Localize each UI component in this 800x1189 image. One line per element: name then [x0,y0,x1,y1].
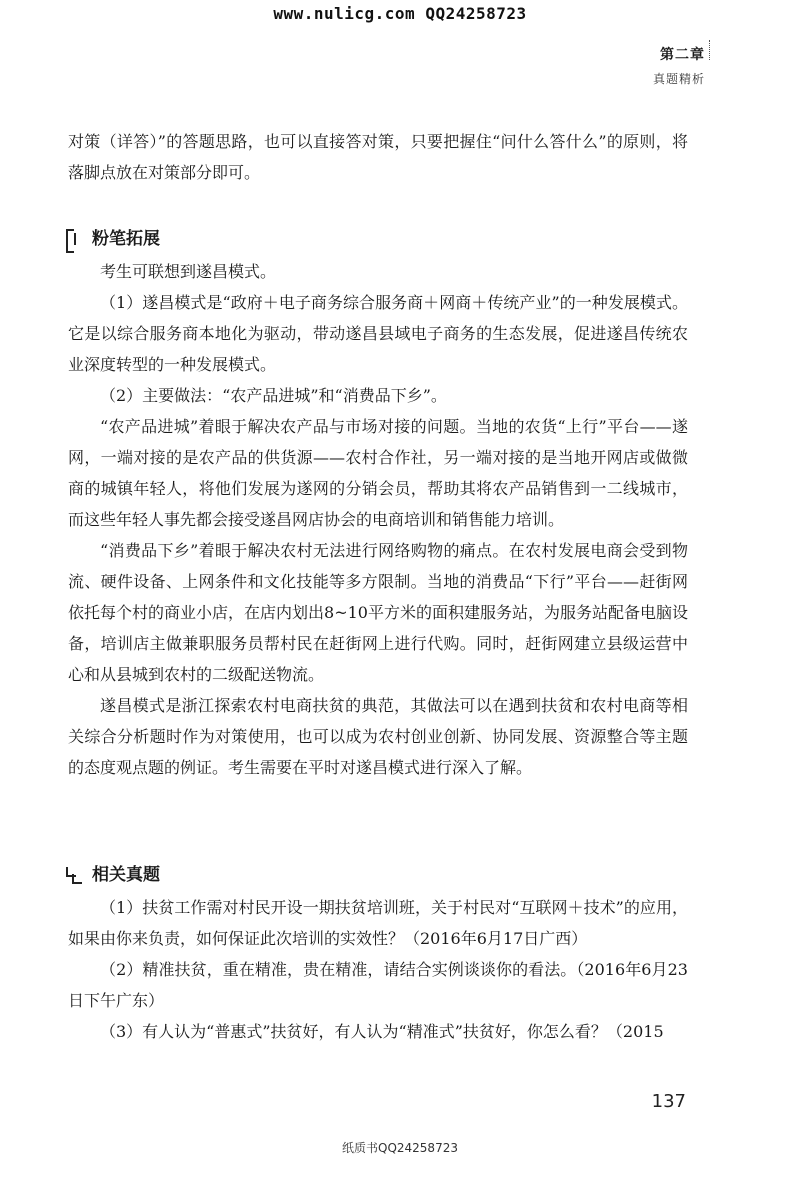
question-item: （3）有人认为“普惠式”扶贫好，有人认为“精准式”扶贫好，你怎么看？（2015 [100,1022,664,1041]
intro-paragraph: 对策（详答）”的答题思路，也可以直接答对策，只要把握住“问什么答什么”的原则，将落脚点放在对策部分即可。 [68,132,688,182]
section-bracket-icon [64,228,82,250]
paragraph: 遂昌模式是浙江探索农村电商扶贫的典范，其做法可以在遇到扶贫和农村电商等相关综合分析题时作为对策使用，也可以成为农村创业创新、协同发展、资源整合等主题的态度观点题的例证。考生需要在平时对遂昌模式进行深入了解。 [68,696,688,777]
chapter-header [653,44,705,87]
question-item: （1）扶贫工作需对村民开设一期扶贫培训班，关于村民对“互联网＋技术”的应用，如果由你来负责，如何保证此次培训的实效性？（2016年6月17日广西） [68,898,688,948]
page-footer: 纸质书QQ24258723 [342,1141,458,1155]
paragraph: “消费品下乡”着眼于解决农村无法进行网络购物的痛点。在农村发展电商会受到物流、硬件设备、上网条件和文化技能等多方限制。当地的消费品“下行”平台——赶街网依托每个村的商业小店，在店内划出8~10平方米的面积建服务站，为服务站配备电脑设备，培训店主做兼职服务员帮村民在赶街网上进行代购。同时，赶街网建立县级运营中心和从县城到农村的二级配送物流。 [68,541,688,684]
paragraph: （2）主要做法：“农产品进城”和“消费品下乡”。 [100,386,447,405]
chapter-marker-icon [709,40,716,60]
chapter-subtitle: 真题精析 [652,72,705,86]
site-banner: www.nulicg.com QQ24258723 [273,4,527,23]
section-heading [64,858,688,892]
section-heading-label: 相关真题 [92,864,160,885]
section-heading-label: 粉笔拓展 [92,228,160,249]
paragraph: “农产品进城”着眼于解决农产品与市场对接的问题。当地的农货“上行”平台——遂网，一端对接的是农产品的供货源——农村合作社，另一端对接的是当地开网店或做微商的城镇年轻人，将他们发展为遂网的分销会员，帮助其将农产品销售到一二线城市，而这些年轻人事先都会接受遂昌网店协会的电商培训和销售能力培训。 [68,417,688,529]
intro-block [68,126,688,188]
section-related-questions [68,858,688,1047]
paragraph: （1）遂昌模式是“政府＋电子商务综合服务商＋网商＋传统产业”的一种发展模式。它是以综合服务商本地化为驱动，带动遂昌县域电子商务的生态发展，促进遂昌传统农业深度转型的一种发展模式。 [68,293,688,374]
section-fenbi-extension [68,222,688,783]
chapter-title: 第二章 [660,47,705,63]
paragraph: 考生可联想到遂昌模式。 [100,262,277,281]
question-item: （2）精准扶贫，重在精准，贵在精准，请结合实例谈谈你的看法。（2016年6月23日下午广东） [68,960,688,1010]
page-number: 137 [651,1091,686,1112]
section-corner-icon [64,865,82,885]
section-heading [64,222,688,256]
